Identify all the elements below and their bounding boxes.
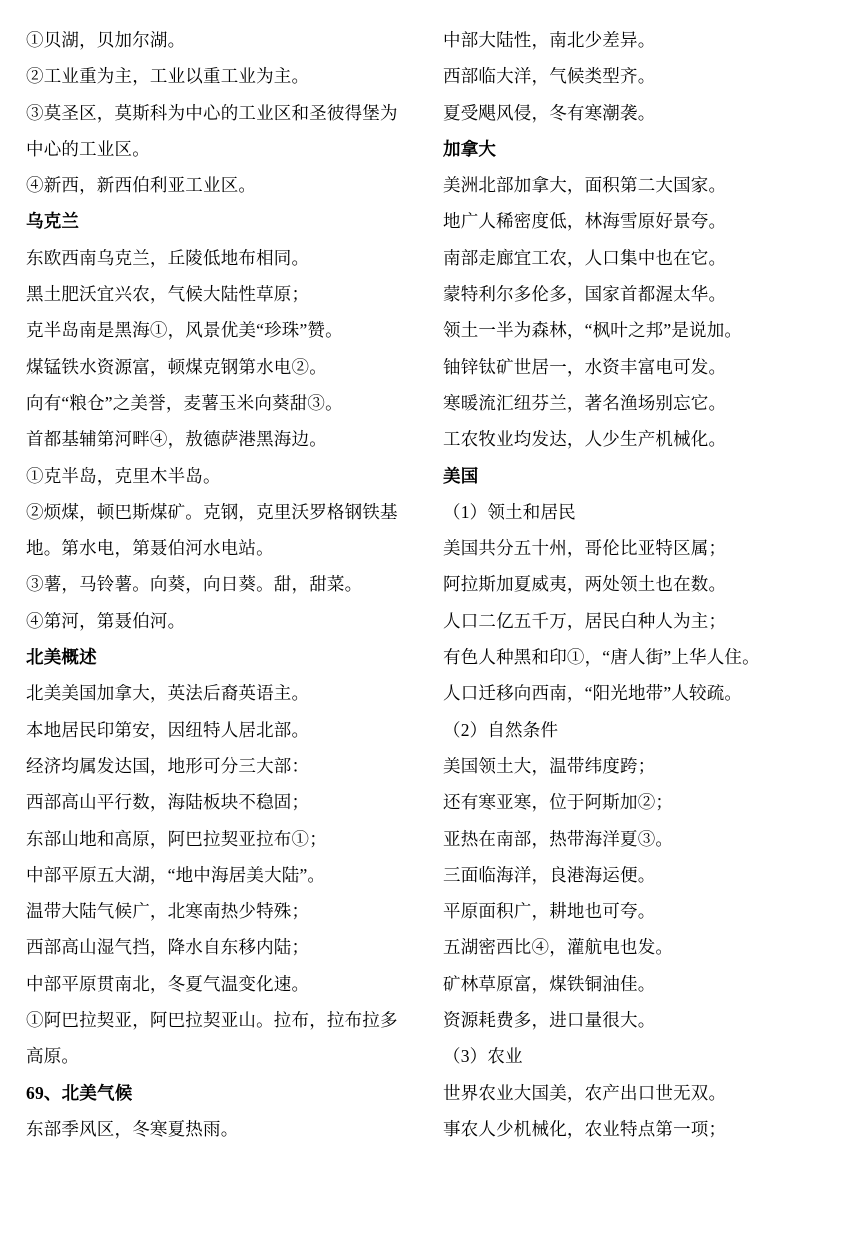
text-line: 铀锌钛矿世居一，水资丰富电可发。 — [443, 356, 727, 377]
text-line: 美国共分五十州，哥伦比亚特区属； — [443, 538, 727, 559]
text-line: ①克半岛，克里木半岛。 — [26, 465, 221, 486]
section-heading: 69、北美气候 — [26, 1082, 133, 1103]
text-line: 有色人种黑和印①，“唐人街”上华人住。 — [443, 647, 760, 668]
text-line: 首都基辅第河畔④，敖德萨港黑海边。 — [26, 429, 327, 450]
text-line: 西部高山湿气挡，降水自东移内陆； — [26, 937, 310, 958]
text-line: ④新西，新西伯利亚工业区。 — [26, 175, 257, 196]
right-text-column — [443, 22, 824, 1217]
text-line: ④第河，第聂伯河。 — [26, 610, 186, 631]
text-line: 向有“粮仓”之美誉，麦薯玉米向葵甜③。 — [26, 392, 343, 413]
text-line: 平原面积广，耕地也可夸。 — [443, 901, 656, 922]
text-line: 蒙特利尔多伦多，国家首都渥太华。 — [443, 284, 727, 305]
text-line: 煤锰铁水资源富，顿煤克钢第水电②。 — [26, 356, 327, 377]
text-line: 寒暖流汇纽芬兰，著名渔场别忘它。 — [443, 392, 727, 413]
text-line: 美国领土大，温带纬度跨； — [443, 755, 656, 776]
text-line: （3）农业 — [443, 1046, 523, 1067]
text-line: 西部高山平行数，海陆板块不稳固； — [26, 792, 310, 813]
text-line: ①贝湖，贝加尔湖。 — [26, 30, 186, 50]
text-line: 高原。 — [26, 1046, 80, 1067]
text-line: 克半岛南是黑海①，风景优美“珍珠”赞。 — [26, 320, 343, 341]
text-line: 亚热在南部，热带海洋夏③。 — [443, 828, 674, 849]
text-line: ③莫圣区，莫斯科为中心的工业区和圣彼得堡为 — [26, 102, 398, 123]
text-line: 南部走廊宜工农，人口集中也在它。 — [443, 247, 727, 268]
text-line: 地。第水电，第聂伯河水电站。 — [26, 538, 274, 559]
section-heading: 美国 — [443, 465, 479, 486]
text-line: ②烦煤，顿巴斯煤矿。克钢，克里沃罗格钢铁基 — [26, 501, 398, 522]
text-line: 事农人少机械化，农业特点第一项； — [443, 1118, 727, 1139]
text-line: 资源耗费多，进口量很大。 — [443, 1010, 656, 1031]
text-line: 还有寒亚寒，位于阿斯加②； — [443, 792, 674, 813]
text-line: 东部山地和高原，阿巴拉契亚拉布①； — [26, 828, 327, 849]
section-heading: 加拿大 — [443, 138, 497, 159]
text-line: 五湖密西比④，灌航电也发。 — [443, 937, 674, 958]
text-line: 人口迁移向西南，“阳光地带”人较疏。 — [443, 683, 743, 704]
text-line: 中部平原五大湖，“地中海居美大陆”。 — [26, 864, 326, 885]
text-line: 经济均属发达国，地形可分三大部： — [26, 755, 310, 776]
text-line: 东欧西南乌克兰，丘陵低地布相同。 — [26, 247, 310, 268]
text-line: 人口二亿五千万，居民白种人为主； — [443, 610, 727, 631]
text-line: 东部季风区，冬寒夏热雨。 — [26, 1118, 239, 1139]
text-line: ①阿巴拉契亚，阿巴拉契亚山。拉布，拉布拉多 — [26, 1010, 398, 1031]
text-line: 中部大陆性，南北少差异。 — [443, 30, 656, 50]
text-line: 工农牧业均发达，人少生产机械化。 — [443, 429, 727, 450]
text-line: ③薯，马铃薯。向葵，向日葵。甜，甜菜。 — [26, 574, 363, 595]
text-line: 夏受飓风侵，冬有寒潮袭。 — [443, 102, 656, 123]
text-line: （2）自然条件 — [443, 719, 559, 740]
text-line: 领土一半为森林，“枫叶之邦”是说加。 — [443, 320, 743, 341]
text-line: 中心的工业区。 — [26, 138, 150, 159]
section-heading: 乌克兰 — [26, 211, 80, 232]
text-line: 美洲北部加拿大，面积第二大国家。 — [443, 175, 727, 196]
text-line: 黑土肥沃宜兴农，气候大陆性草原； — [26, 284, 310, 305]
left-text-column — [26, 22, 407, 1217]
text-line: 西部临大洋，气候类型齐。 — [443, 66, 656, 87]
text-line: 地广人稀密度低，林海雪原好景夸。 — [443, 211, 727, 232]
text-line: 世界农业大国美，农产出口世无双。 — [443, 1082, 727, 1103]
two-column-layout — [26, 22, 824, 1217]
section-heading: 北美概述 — [26, 647, 97, 668]
text-line: 三面临海洋，良港海运便。 — [443, 864, 656, 885]
text-line: 阿拉斯加夏威夷，两处领土也在数。 — [443, 574, 727, 595]
text-line: （1）领土和居民 — [443, 501, 576, 522]
text-line: ②工业重为主，工业以重工业为主。 — [26, 66, 310, 87]
text-line: 温带大陆气候广，北寒南热少特殊； — [26, 901, 310, 922]
text-line: 本地居民印第安，因纽特人居北部。 — [26, 719, 310, 740]
text-line: 矿林草原富，煤铁铜油佳。 — [443, 973, 656, 994]
text-line: 中部平原贯南北，冬夏气温变化速。 — [26, 973, 310, 994]
text-line: 北美美国加拿大，英法后裔英语主。 — [26, 683, 310, 704]
